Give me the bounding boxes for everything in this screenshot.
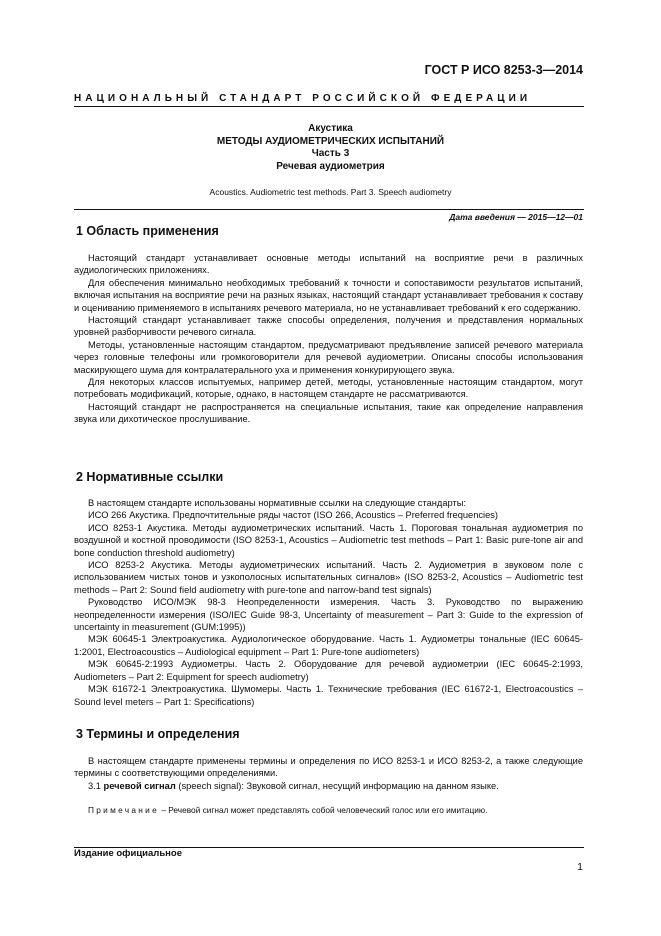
title-line-1: Акустика (308, 123, 353, 134)
note-text: – Речевой сигнал может представлять собой человеческий голос или его имитацию. (161, 805, 488, 815)
term-definition (74, 780, 583, 792)
reference-item: МЭК 60645-2:1993 Аудиометры. Часть 2. Оборудование для речевой аудиометрии (IEC 60645-2:1993, Audiometers – Part 2: Equipment for speech audiometry) (74, 659, 583, 682)
section-2-body (74, 497, 583, 708)
reference-item: ИСО 266 Акустика. Предпочтительные ряды частот (ISO 266, Acoustics – Preferred frequencies) (88, 510, 499, 521)
paragraph: Настоящий стандарт не распространяется на специальные испытания, такие как определение направления звука или дихотическое прослушивание. (74, 401, 583, 425)
paragraph: Для некоторых классов испытуемых, например детей, методы, установленные настоящим стандартом, могут потребовать модификаций, которые, однако, в настоящем стандарте не рассматриваются. (74, 377, 583, 400)
page-number: 1 (577, 861, 583, 873)
section-2-heading: 2 Нормативные ссылки (76, 470, 224, 484)
english-title: Acoustics. Audiometric test methods. Part 3. Speech audiometry (209, 187, 452, 197)
title-line-3: Часть 3 (311, 148, 350, 159)
official-edition: Издание официальное (74, 848, 182, 859)
national-standard-banner: НАЦИОНАЛЬНЫЙ СТАНДАРТ РОССИЙСКОЙ ФЕДЕРАЦИИ (74, 93, 532, 104)
paragraph: Настоящий стандарт устанавливает основные методы испытаний на восприятие речи в различных аудиологических приложениях. (74, 253, 583, 276)
term-number: 3.1 (88, 780, 101, 791)
title-line-4: Речевая аудиометрия (276, 160, 385, 172)
reference-item: ИСО 8253-1 Акустика. Методы аудиометрических испытаний. Часть 1. Пороговая тональная аудиометрия по воздушной и костной проводимости (ISO 8253-1, Acoustics – Audiometric test methods – Part 1: Basic pure-tone air and bone conduction threshold audiometry) (74, 522, 583, 558)
section-3-heading: 3 Термины и определения (76, 727, 240, 741)
note (74, 805, 583, 816)
section-3-body (74, 755, 583, 792)
term-text: (speech signal): Звуковой сигнал, несущий информацию на данном языке. (178, 780, 499, 791)
paragraph: Для обеспечения минимально необходимых требований к точности и сопоставимости результатов испытаний, включая испытания на восприятие речи на разных языках, настоящий стандарт устанавливает требования к составу и оцениванию применяемого в испытаниях речевого материала, но не устанавливает требований к его содержанию. (74, 277, 583, 313)
title-line-2: МЕТОДЫ АУДИОМЕТРИЧЕСКИХ ИСПЫТАНИЙ (216, 135, 445, 147)
paragraph: Настоящий стандарт устанавливает также способы определения, получения и представления нормальных уровней разборчивости речевого сигнала. (74, 315, 583, 338)
paragraph: Методы, установленные настоящим стандартом, предусматривают предъявление записей речевого материала через головные телефоны или громкоговорители для речевой аудиометрии. Описаны способы использования маскирующего шума для контралатерального уха и применения конкурирующего звука. (74, 339, 583, 375)
paragraph: В настоящем стандарте использованы нормативные ссылки на следующие стандарты: (88, 498, 467, 508)
introduction-date: Дата введения — 2015—12—01 (449, 212, 583, 222)
document-code: ГОСТ Р ИСО 8253-3—2014 (424, 63, 583, 77)
term-name: речевой сигнал (103, 780, 176, 791)
paragraph: В настоящем стандарте применены термины и определения по ИСО 8253-1 и ИСО 8253-2, а также следующие термины с соответствующими определениями. (74, 756, 583, 779)
title-block (0, 123, 661, 173)
section-1-heading: 1 Область применения (76, 224, 219, 238)
reference-item: МЭК 61672-1 Электроакустика. Шумомеры. Часть 1. Технические требования (IEC 61672-1, Electroacoustics – Sound level meters – Part 1: Specifications) (74, 684, 583, 707)
top-divider (74, 106, 584, 107)
title-divider (74, 209, 584, 210)
reference-item: Руководство ИСО/МЭК 98-3 Неопределенности измерения. Часть 3. Руководство по выражению неопределенности измерения (ISO/IEC Guide 98-3, Uncertainty of measurement – Part 3: Guide to the expression of uncertainty in measurement (GUM:1995)) (74, 597, 583, 633)
reference-item: МЭК 60645-1 Электроакустика. Аудиологическое оборудование. Часть 1. Аудиометры тональные (IEC 60645-1:2001, Electroacoustics – Audiological equipment – Part 1: Pure-tone audiometers) (74, 634, 583, 657)
reference-item: ИСО 8253-2 Акустика. Методы аудиометрических испытаний. Часть 2. Аудиометрия в звуковом поле с использованием чистых тонов и узкополосных испытательных сигналов» (ISO 8253-2, Acoustics – Audiometric test methods – Part 2: Sound field audiometry with pure-tone and narrow-band test signals) (74, 560, 583, 595)
section-1-body (74, 252, 583, 426)
note-label: Примечание (88, 805, 160, 815)
